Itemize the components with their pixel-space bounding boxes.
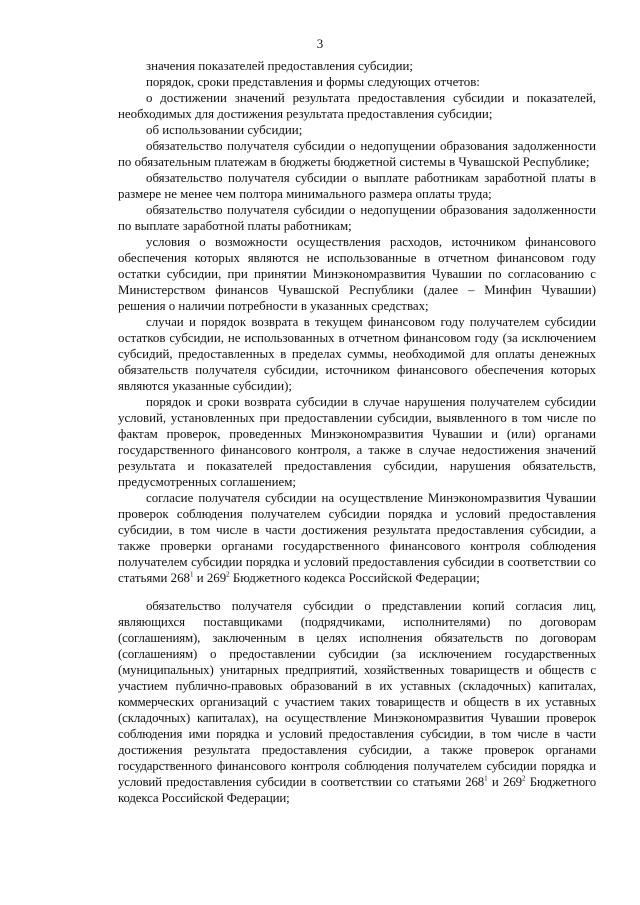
superscript: 2 — [226, 570, 230, 579]
paragraph: случаи и порядок возврата в текущем финансовом году получателем субсидии остатков субсидии, не использованных в отчетном финансовом году (за исключением субсидий, предоставленных в пределах суммы, необходимой для оплаты денежных обязательств получателя субсидии, источником финансового обеспечения которых являются указанные субсидии); — [118, 315, 596, 393]
paragraph: порядок и сроки возврата субсидии в случае нарушения получателем субсидии условий, установленных при предоставлении субсидии, выявленного в том числе по фактам проверок, проведенных Минэкономразвития Чувашии и (или) органами государственного финансового контроля, а также в случае недостижения значений результата и показателей предоставления субсидии, нарушения обязательств, предусмотренных соглашением; — [118, 395, 596, 489]
paragraph-text: Бюджетного кодекса Российской Федерации; — [118, 775, 597, 805]
paragraph-text: и 269 — [193, 571, 227, 585]
paragraph: обязательство получателя субсидии о недопущении образования задолженности по обязательным платежам в бюджеты бюджетной системы в Чувашской Республике; — [118, 139, 596, 169]
paragraph: обязательство получателя субсидии о недопущении образования задолженности по выплате заработной платы работникам; — [118, 203, 596, 233]
paragraph-text: Бюджетного кодекса Российской Федерации; — [229, 571, 480, 585]
paragraph: о достижении значений результата предоставления субсидии и показателей, необходимых для достижения результата предоставления субсидии; — [118, 91, 596, 121]
page-number: 3 — [316, 36, 324, 51]
paragraph: порядок, сроки представления и формы следующих отчетов: — [146, 75, 480, 89]
paragraph-text: обязательство получателя субсидии о представлении копий согласия лиц, являющихся поставщиками (подрядчиками, исполнителями) по договорам (соглашениям), заключенным в целях исполнения обязательств по договорам (соглашениям) о предоставлении субсидии (за исключением государственных (муниципальных) унитарных предприятий, хозяйственных товариществ и обществ с участием публично-правовых образований в их уставных (складочных) капиталах, коммерческих организаций с участием таких товариществ и обществ в их уставных (складочных) капиталах), на осуществление Минэкономразвития Чувашии проверок соблюдения ими порядка и условий предоставления субсидии, в том числе в части достижения результата предоставления субсидии, а также проверок органами государственного финансового контроля соблюдения получателем субсидии порядка и условий предоставления субсидии в соответствии со статьями 268 — [118, 599, 596, 789]
document-body — [118, 58, 596, 806]
superscript: 1 — [484, 774, 488, 783]
paragraph: значения показателей предоставления субсидии; — [146, 59, 414, 73]
paragraph: условия о возможности осуществления расходов, источником финансового обеспечения которых являются не использованные в отчетном финансовом году остатки субсидии, при принятии Минэкономразвития Чувашии по согласованию с Министерством финансов Чувашской Республики (далее – Минфин Чувашии) решения о наличии потребности в указанных средствах; — [118, 235, 596, 313]
paragraph-text: согласие получателя субсидии на осуществление Минэкономразвития Чувашии проверок соблюдения получателем субсидии порядка и условий предоставления субсидии, в том числе в части достижения результата предоставления субсидии, а также проверки органами государственного финансового контроля соблюдения получателем субсидии порядка и условий предоставления субсидии в соответствии со статьями 268 — [118, 491, 596, 585]
superscript: 1 — [189, 570, 194, 579]
paragraph-consent-verification — [118, 490, 596, 586]
paragraph-text: и 269 — [487, 775, 522, 789]
paragraph: об использовании субсидии; — [146, 123, 303, 137]
paragraph-supplier-consent — [118, 598, 596, 806]
paragraph-spacer — [118, 586, 596, 598]
superscript: 2 — [521, 774, 526, 783]
paragraph: обязательство получателя субсидии о выплате работникам заработной платы в размере не менее чем полтора минимального размера оплаты труда; — [118, 171, 596, 201]
